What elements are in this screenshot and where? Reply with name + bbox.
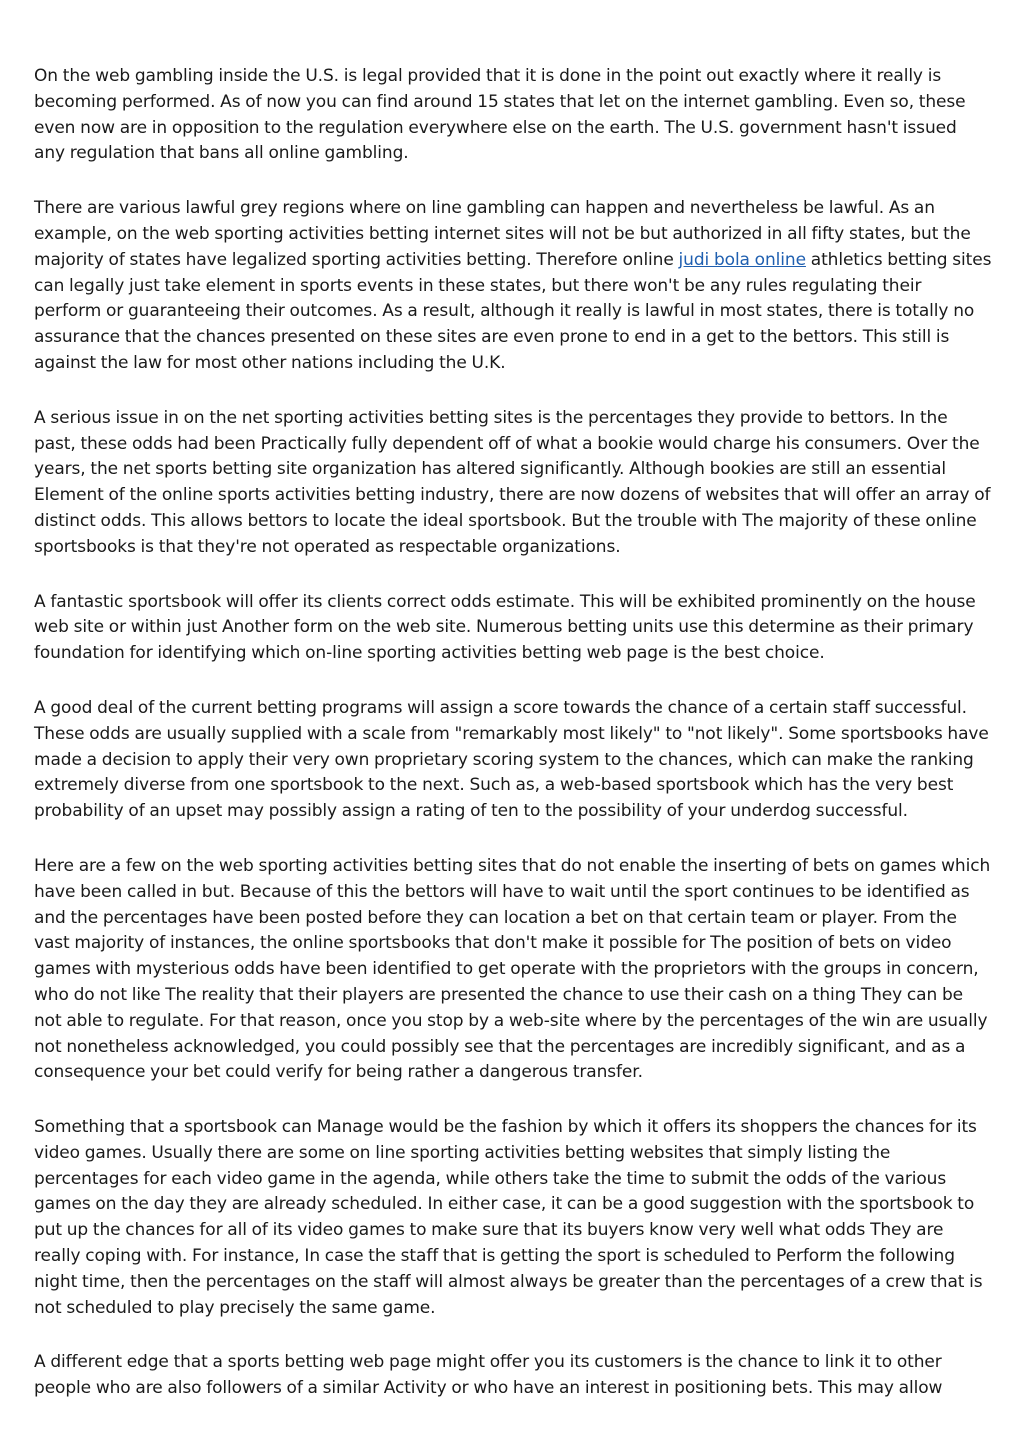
paragraph-5: A good deal of the current betting programs will assign a score towards the chance of a certain staff successful. These odds are usually supplied with a scale from "remarkably most likely" to "not likely". Some sportsbooks have made a decision to apply their very own proprietary scoring system to the chances, which can make the ranking extremely diverse from one sportsbook to the next. Such as, a web-based sportsbook which has the very best probability of an upset may possibly assign a rating of ten to the possibility of your underdog successful. [34,697,989,822]
paragraph-2-text-before: There are various lawful grey regions where on line gambling can happen and nevertheless be lawful. As an example, on the web sporting activities betting internet sites will not be but authorized in all fifty states, but the majority of states have legalized sporting activities betting. Therefore online [34,198,971,270]
paragraph-6: Here are a few on the web sporting activities betting sites that do not enable the inserting of bets on games which have been called in but. Because of this the bettors will have to wait until the sport continues to be identified as and the percentages have been posted before they can location a bet on that certain team or player. From the vast majority of instances, the online sportsbooks that don't make it possible for The position of bets on video games with mysterious odds have been identified to get operate with the proprietors with the groups in concern, who do not like The reality that their players are presented the chance to use their cash on a thing They can be not able to regulate. For that reason, once you stop by a web-site where by the percentages of the win are usually not nonetheless acknowledged, you could possibly see that the percentages are incredibly significant, and as a consequence your bet could verify for being rather a dangerous transfer. [34,855,991,1083]
paragraph-2-text-after: athletics betting sites can legally just take element in sports events in these states, but there won't be any rules regulating their perform or guaranteeing their outcomes. As a result, although it really is lawful in most states, there is totally no assurance that the chances presented on these sites are even prone to end in a get to the bettors. This still is against the law for most other nations including the U.K. [34,249,992,373]
paragraph-3: A serious issue in on the net sporting activities betting sites is the percentages they provide to bettors. In the past, these odds had been Practically fully dependent off of what a bookie would charge his consumers. Over the years, the net sports betting site organization has altered significantly. Although bookies are still an essential Element of the online sports activities betting industry, there are now dozens of websites that will offer an array of distinct odds. This allows bettors to locate the ideal sportsbook. But the trouble with The majority of these online sportsbooks is that they're not operated as respectable organizations. [34,407,991,557]
paragraph-1: On the web gambling inside the U.S. is legal provided that it is done in the point out exactly where it really is becoming performed. As of now you can find around 15 states that let on the internet gambling. Even so, these even now are in opposition to the regulation everywhere else on the earth. The U.S. government hasn't issued any regulation that bans all online gambling. [34,66,966,164]
judi-bola-online-link[interactable]: judi bola online [678,249,806,270]
paragraph-7: Something that a sportsbook can Manage would be the fashion by which it offers its shoppers the chances for its video games. Usually there are some on line sporting activities betting websites that simply listing the percentages for each video game in the agenda, while others take the time to submit the odds of the various games on the day they are already scheduled. In either case, it can be a good suggestion with the sportsbook to put up the chances for all of its video games to make sure that its buyers know very well what odds They are really coping with. For instance, In case the staff that is getting the sport is scheduled to Perform the following night time, then the percentages on the staff will almost always be greater than the percentages of a crew that is not scheduled to play precisely the same game. [34,1117,983,1318]
document-body [34,64,992,1431]
paragraph-8: A different edge that a sports betting web page might offer you its customers is the chance to link it to other people who are also followers of a similar Activity or who have an interest in positioning bets. This may allow [34,1352,943,1399]
paragraph-4: A fantastic sportsbook will offer its clients correct odds estimate. This will be exhibited prominently on the house web site or within just Another form on the web site. Numerous betting units use this determine as their primary foundation for identifying which on-line sporting activities betting web page is the best choice. [34,591,976,664]
paragraph-2 [34,196,992,377]
